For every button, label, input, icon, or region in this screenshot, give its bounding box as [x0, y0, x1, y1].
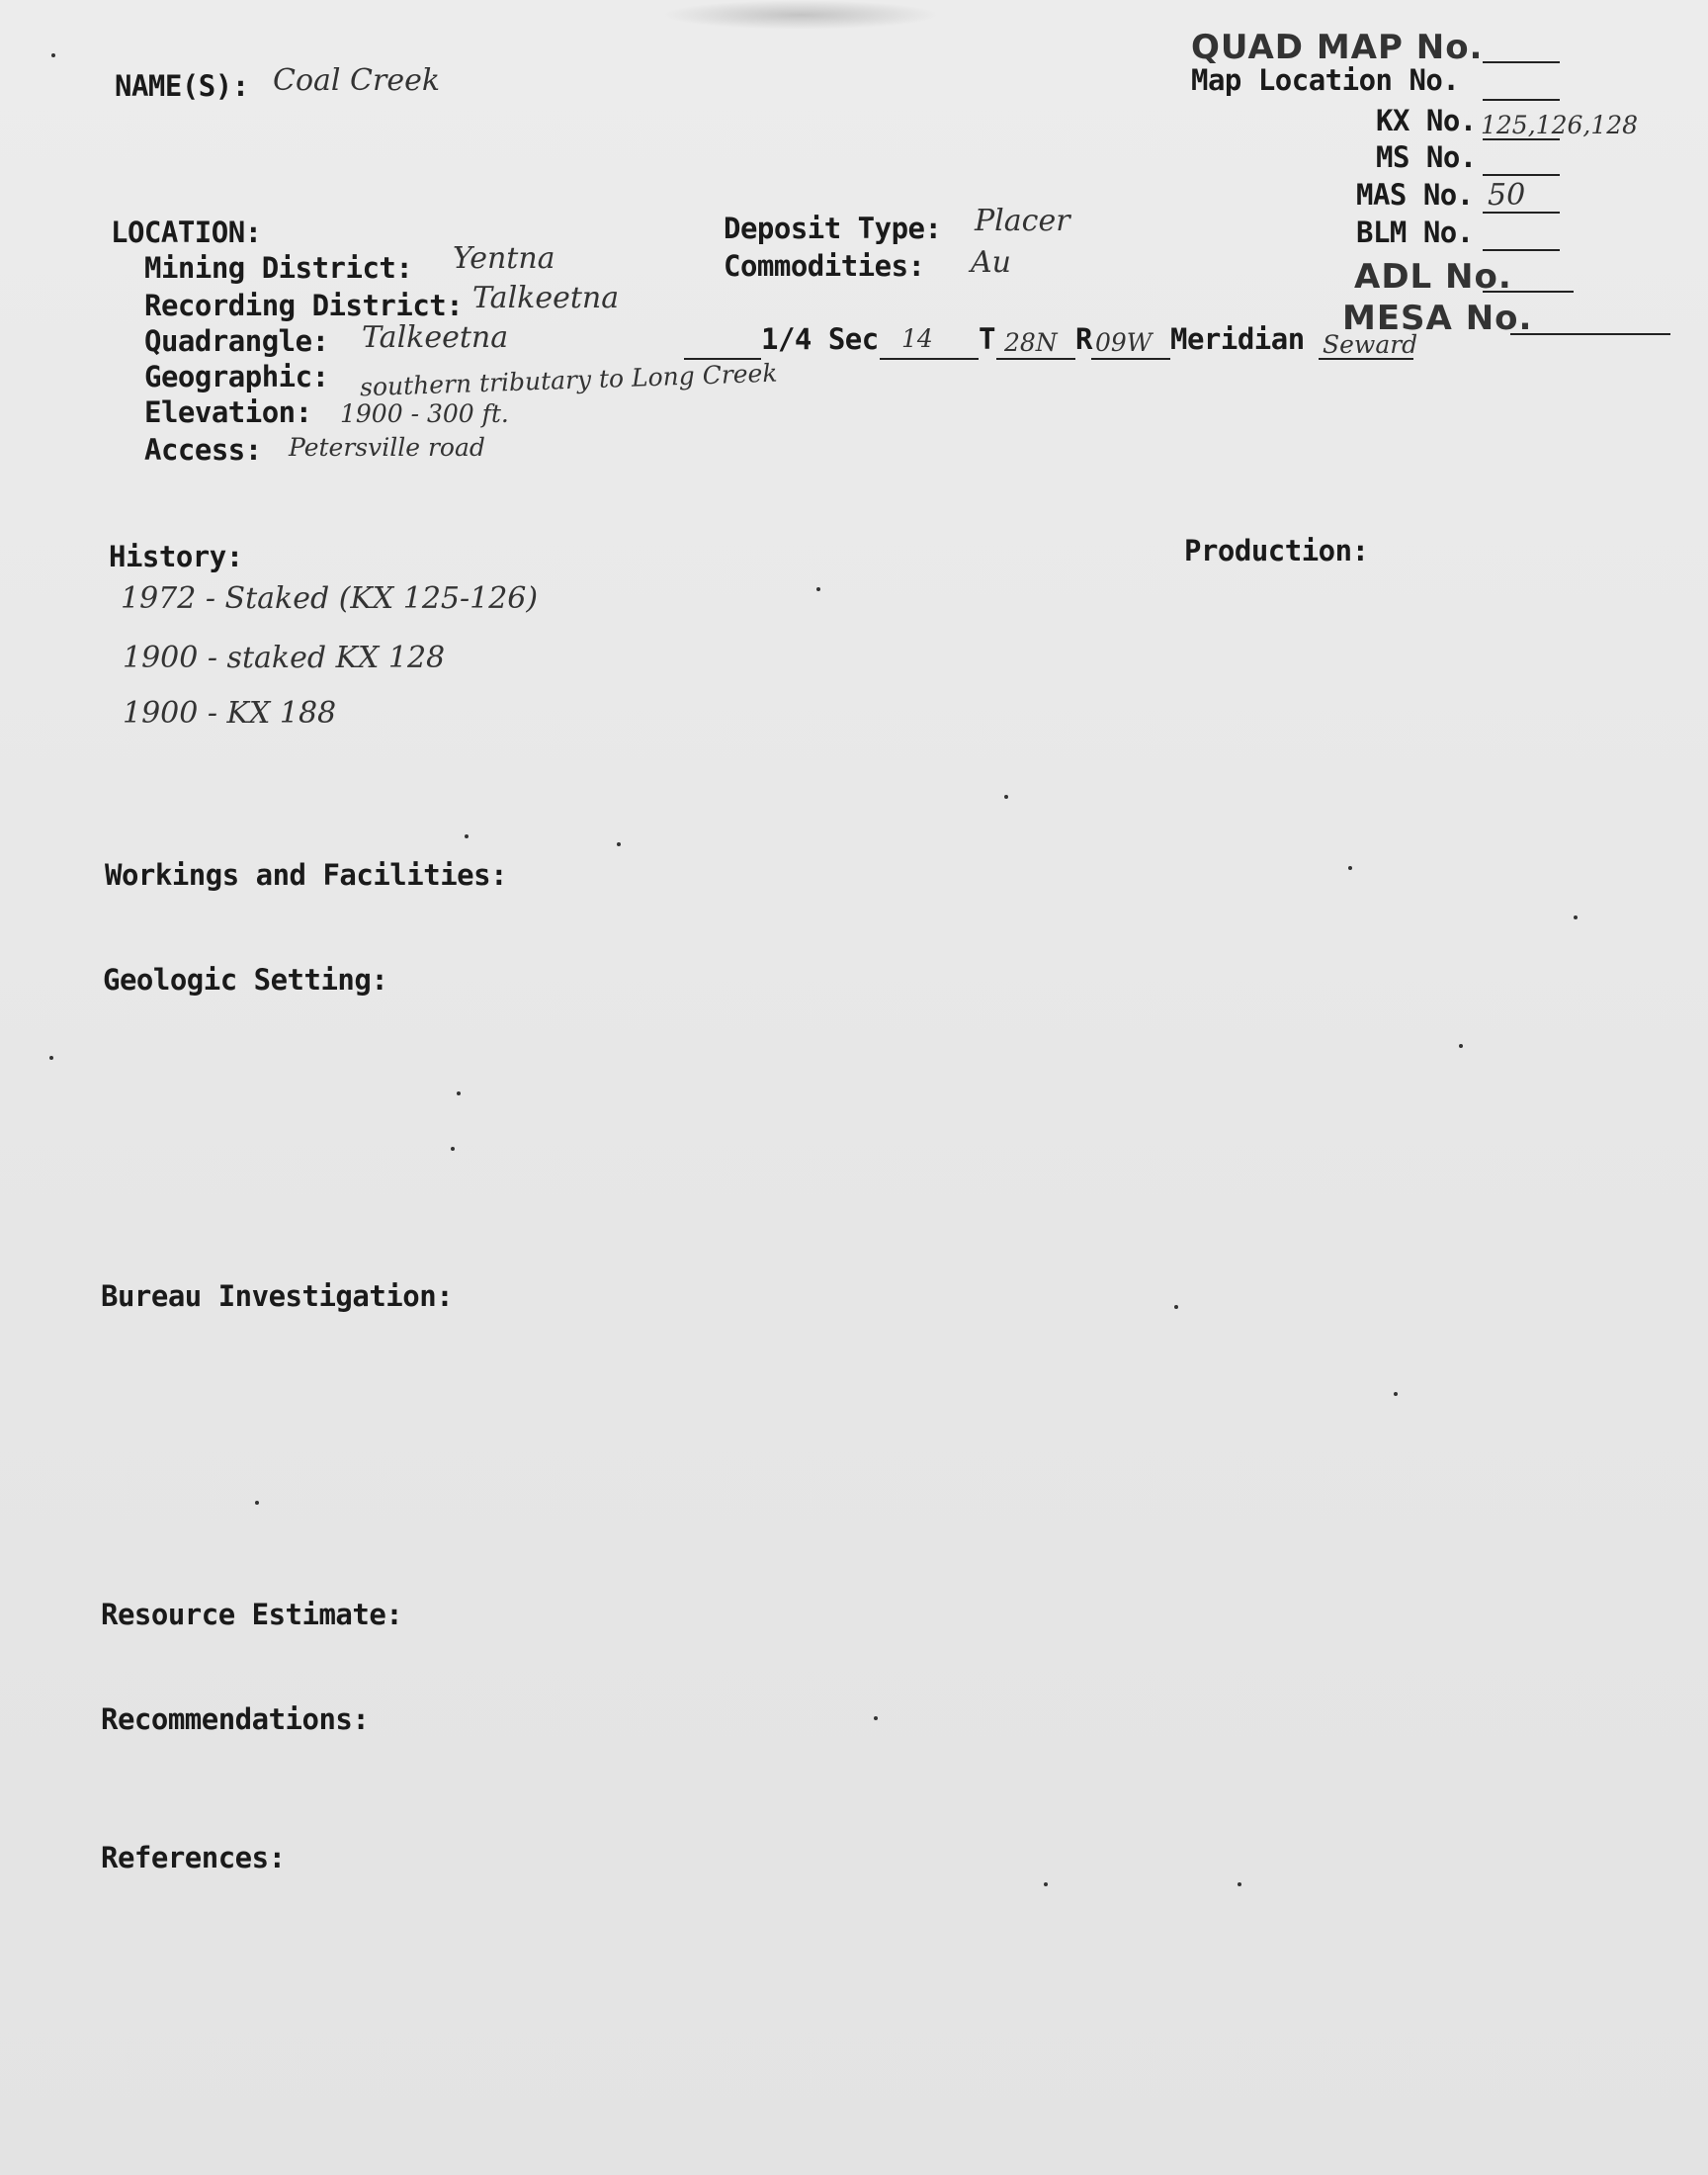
references-label: References:	[101, 1841, 286, 1874]
kx-label: KX No.	[1376, 104, 1477, 137]
resource-estimate-label: Resource Estimate:	[101, 1598, 403, 1631]
scan-speck	[1574, 915, 1578, 919]
meridian-label: Meridian	[1170, 322, 1305, 356]
mesa-blank[interactable]	[1510, 333, 1670, 335]
scan-speck	[1238, 1882, 1241, 1886]
adl-blank[interactable]	[1483, 291, 1574, 293]
scan-speck	[1348, 866, 1352, 870]
map-location-label: Map Location No.	[1191, 63, 1460, 97]
access-label: Access:	[144, 433, 262, 467]
range-label: R	[1075, 322, 1092, 356]
meridian-value: Seward	[1323, 330, 1418, 359]
history-entry: 1900 - staked KX 128	[123, 641, 446, 675]
quadrangle-value: Talkeetna	[362, 320, 509, 355]
quad-map-blank[interactable]	[1483, 61, 1560, 63]
scan-speck	[465, 834, 469, 838]
scan-speck	[1394, 1392, 1398, 1396]
scan-speck	[1174, 1305, 1178, 1309]
mining-district-value: Yentna	[453, 241, 555, 276]
location-label: LOCATION:	[111, 216, 262, 249]
township-value: 28N	[1004, 328, 1058, 357]
deposit-type-value: Placer	[975, 204, 1070, 238]
deposit-type-label: Deposit Type:	[724, 212, 942, 245]
quadrangle-label: Quadrangle:	[144, 324, 329, 358]
scan-speck	[874, 1716, 878, 1720]
history-entry: 1972 - Staked (KX 125-126)	[121, 581, 539, 616]
range-value: 09W	[1095, 328, 1153, 357]
scan-smudge	[662, 0, 939, 30]
production-label: Production:	[1184, 534, 1369, 567]
mas-label: MAS No.	[1356, 178, 1474, 212]
recording-district-value: Talkeetna	[472, 281, 620, 315]
blm-label: BLM No.	[1356, 216, 1474, 249]
map-location-blank[interactable]	[1483, 99, 1560, 101]
mas-value: 50	[1488, 178, 1526, 213]
quarter-blank[interactable]	[684, 358, 761, 360]
elevation-value: 1900 - 300 ft.	[340, 399, 509, 428]
mas-blank[interactable]	[1483, 212, 1560, 214]
access-value: Petersville road	[289, 433, 485, 462]
ms-blank[interactable]	[1483, 174, 1560, 176]
commodities-label: Commodities:	[724, 249, 925, 283]
name-label: NAME(S):	[115, 69, 249, 103]
geologic-setting-label: Geologic Setting:	[103, 963, 388, 997]
geographic-value: southern tributary to Long Creek	[359, 358, 778, 402]
scan-speck	[51, 53, 55, 57]
recommendations-label: Recommendations:	[101, 1702, 370, 1736]
mesa-label: MESA No.	[1342, 299, 1533, 338]
sec-blank[interactable]	[880, 358, 979, 360]
scan-speck	[617, 842, 621, 846]
meridian-blank[interactable]	[1319, 358, 1413, 360]
quad-map-label: QUAD MAP No.	[1191, 28, 1484, 67]
blm-blank[interactable]	[1483, 249, 1560, 251]
name-value: Coal Creek	[273, 63, 441, 98]
adl-label: ADL No.	[1354, 257, 1512, 297]
sec-value: 14	[901, 324, 933, 353]
quarter-sec-label: 1/4 Sec	[761, 322, 879, 356]
history-entry: 1900 - KX 188	[123, 696, 337, 731]
ms-label: MS No.	[1376, 140, 1477, 174]
commodities-value: Au	[971, 245, 1011, 280]
scan-speck	[451, 1147, 455, 1151]
recording-district-label: Recording District:	[144, 289, 464, 322]
scan-speck	[457, 1091, 461, 1095]
scan-speck	[49, 1056, 53, 1060]
kx-blank[interactable]	[1483, 138, 1560, 140]
workings-facilities-label: Workings and Facilities:	[105, 858, 508, 892]
elevation-label: Elevation:	[144, 395, 312, 429]
scan-speck	[1459, 1044, 1463, 1048]
bureau-investigation-label: Bureau Investigation:	[101, 1279, 454, 1313]
mining-district-label: Mining District:	[144, 251, 413, 285]
scan-speck	[816, 587, 820, 591]
scan-speck	[1004, 795, 1008, 799]
kx-value: 125,126,128	[1481, 111, 1639, 139]
history-label: History:	[109, 540, 243, 573]
geographic-label: Geographic:	[144, 360, 329, 393]
range-blank[interactable]	[1091, 358, 1170, 360]
township-label: T	[979, 322, 995, 356]
township-blank[interactable]	[996, 358, 1075, 360]
scan-speck	[255, 1501, 259, 1505]
scan-speck	[1044, 1882, 1048, 1886]
